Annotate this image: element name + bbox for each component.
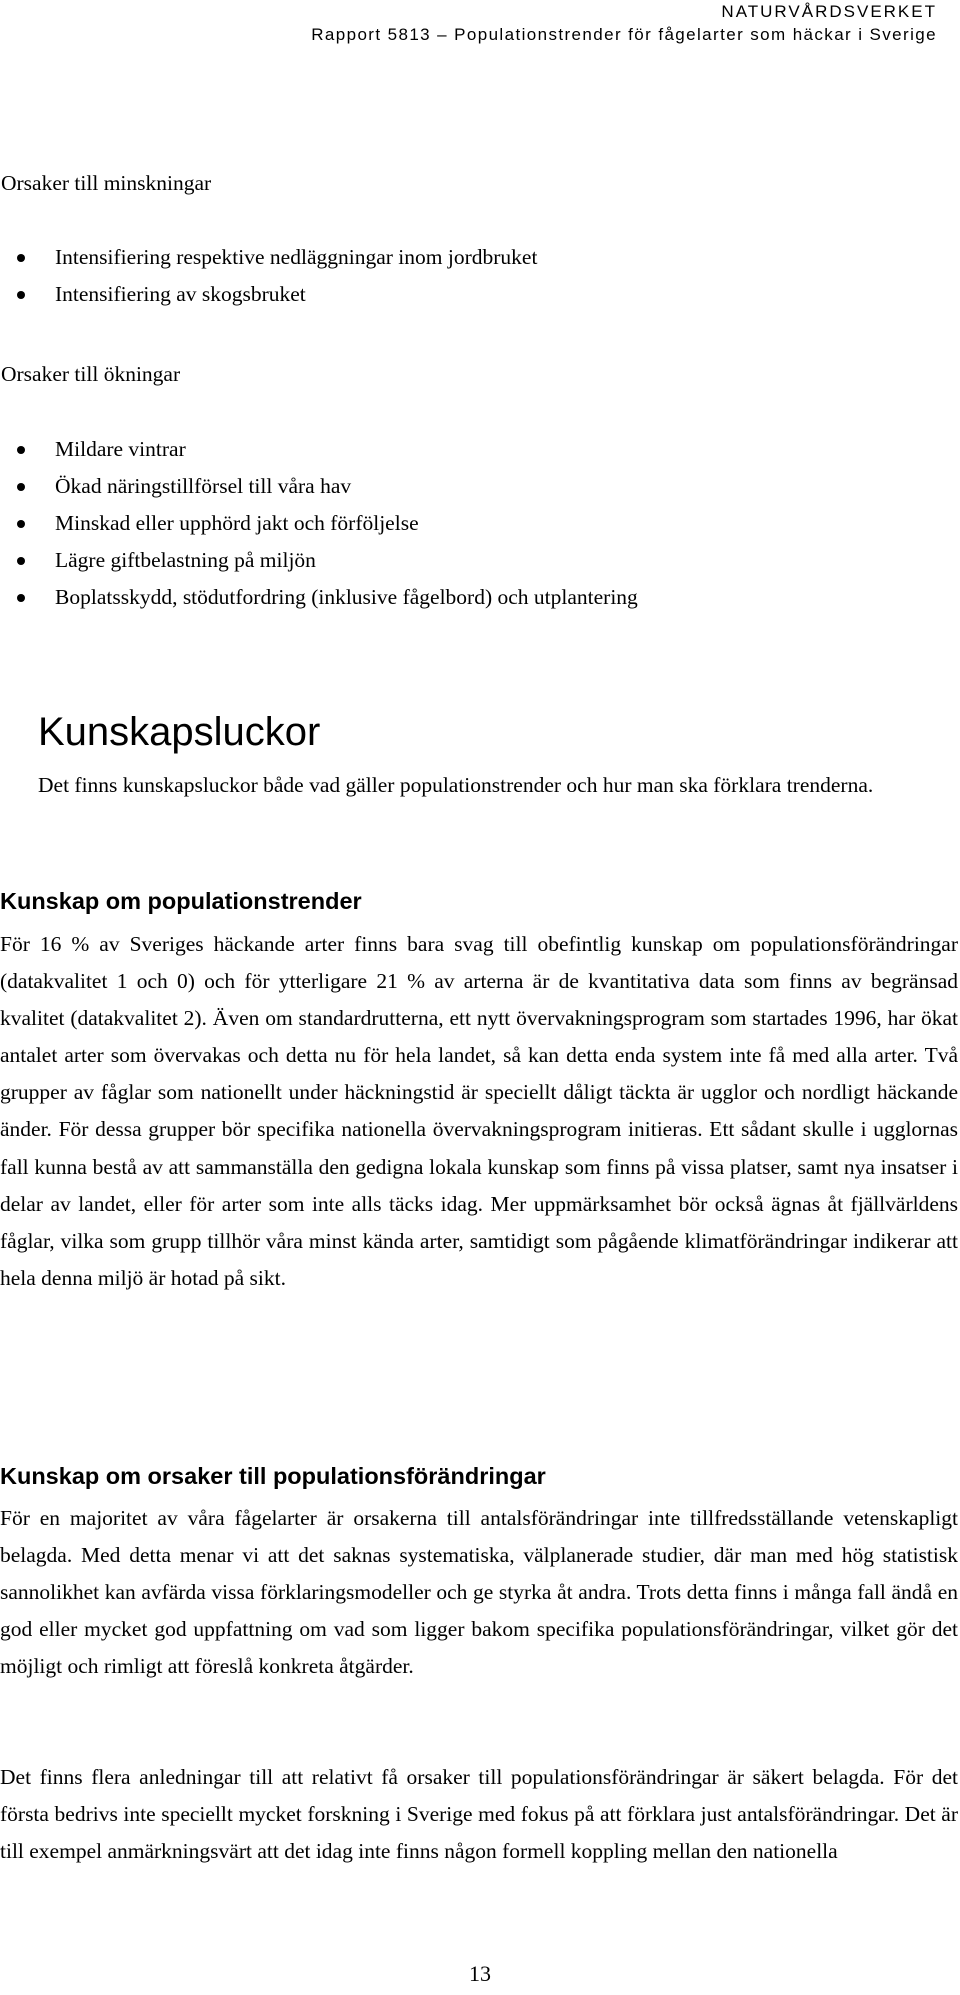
page-number: 13 xyxy=(469,1961,491,1986)
header-organization: NATURVÅRDSVERKET xyxy=(721,2,937,21)
section-title: Kunskapsluckor xyxy=(38,710,321,754)
causes-knowledge-paragraph-2: Det finns flera anledningar till att relativt få orsaker till populationsförändringar är säkert belagda. För det första bedrivs inte speciellt mycket forskning i Sverige med fokus på att förklara just antalsförändringar. Det är till exempel anmärkningsvärt att det idag inte finns någon formell koppling mellan den nationella xyxy=(0,1765,958,1864)
list-item: Intensifiering av skogsbruket xyxy=(0,276,537,313)
list-item: Intensifiering respektive nedläggningar inom jordbruket xyxy=(0,239,537,276)
section-intro: Det finns kunskapsluckor både vad gäller populationstrender och hur man ska förklara trenderna. xyxy=(38,773,874,797)
page-header xyxy=(311,0,937,46)
trends-heading: Kunskap om populationstrender xyxy=(0,888,362,914)
list-item: Minskad eller upphörd jakt och förföljelse xyxy=(0,505,638,542)
increase-causes-list xyxy=(0,431,638,616)
list-item: Mildare vintrar xyxy=(0,431,638,468)
trends-paragraph: För 16 % av Sveriges häckande arter finns bara svag till obefintlig kunskap om populationsförändringar (datakvalitet 1 och 0) och för ytterligare 21 % av arterna är de kvantitativa data som finns av begränsad kvalitet (datakvalitet 2). Även om standardrutterna, ett nytt övervakningsprogram som startades 1996, har ökat antalet arter som övervakas och detta nu för hela landet, så kan detta enda system inte få med alla arter. Två grupper av fåglar som nationellt under häckningstid är speciellt dåligt täckta är ugglor och nordligt häckande änder. För dessa grupper bör specifika nationella övervakningsprogram initieras. Ett sådant skulle i ugglornas fall kunna bestå av att sammanställa den gedigna lokala kunskap som finns på vissa platser, samt nya insatser i delar av landet, eller för arter som inte alls täcks idag. Mer uppmärksamhet bör också ägnas åt fjällvärldens fåglar, vilka som grupp tillhör våra minst kända arter, samtidigt som pågående klimatförändringar indikerar att hela denna miljö är hotad på sikt. xyxy=(0,932,958,1290)
decrease-causes-list xyxy=(0,239,537,313)
list-item: Ökad näringstillförsel till våra hav xyxy=(0,468,638,505)
causes-knowledge-heading: Kunskap om orsaker till populationsförändringar xyxy=(0,1463,546,1489)
increase-causes-heading: Orsaker till ökningar xyxy=(1,362,181,386)
header-report-title: Rapport 5813 – Populationstrender för fågelarter som häckar i Sverige xyxy=(311,25,937,44)
decrease-causes-heading: Orsaker till minskningar xyxy=(1,171,212,195)
list-item: Lägre giftbelastning på miljön xyxy=(0,542,638,579)
list-item: Boplatsskydd, stödutfordring (inklusive fågelbord) och utplantering xyxy=(0,579,638,616)
causes-knowledge-paragraph-1: För en majoritet av våra fågelarter är orsakerna till antalsförändringar inte tillfredsställande vetenskapligt belagda. Med detta menar vi att det saknas systematiska, välplanerade studier, där man med hög statistisk sannolikhet kan avfärda vissa förklaringsmodeller och ge styrka åt andra. Trots detta finns i många fall ändå en god eller mycket god uppfattning om vad som ligger bakom specifika populationsförändringar, vilket gör det möjligt och rimligt att föreslå konkreta åtgärder. xyxy=(0,1506,958,1679)
